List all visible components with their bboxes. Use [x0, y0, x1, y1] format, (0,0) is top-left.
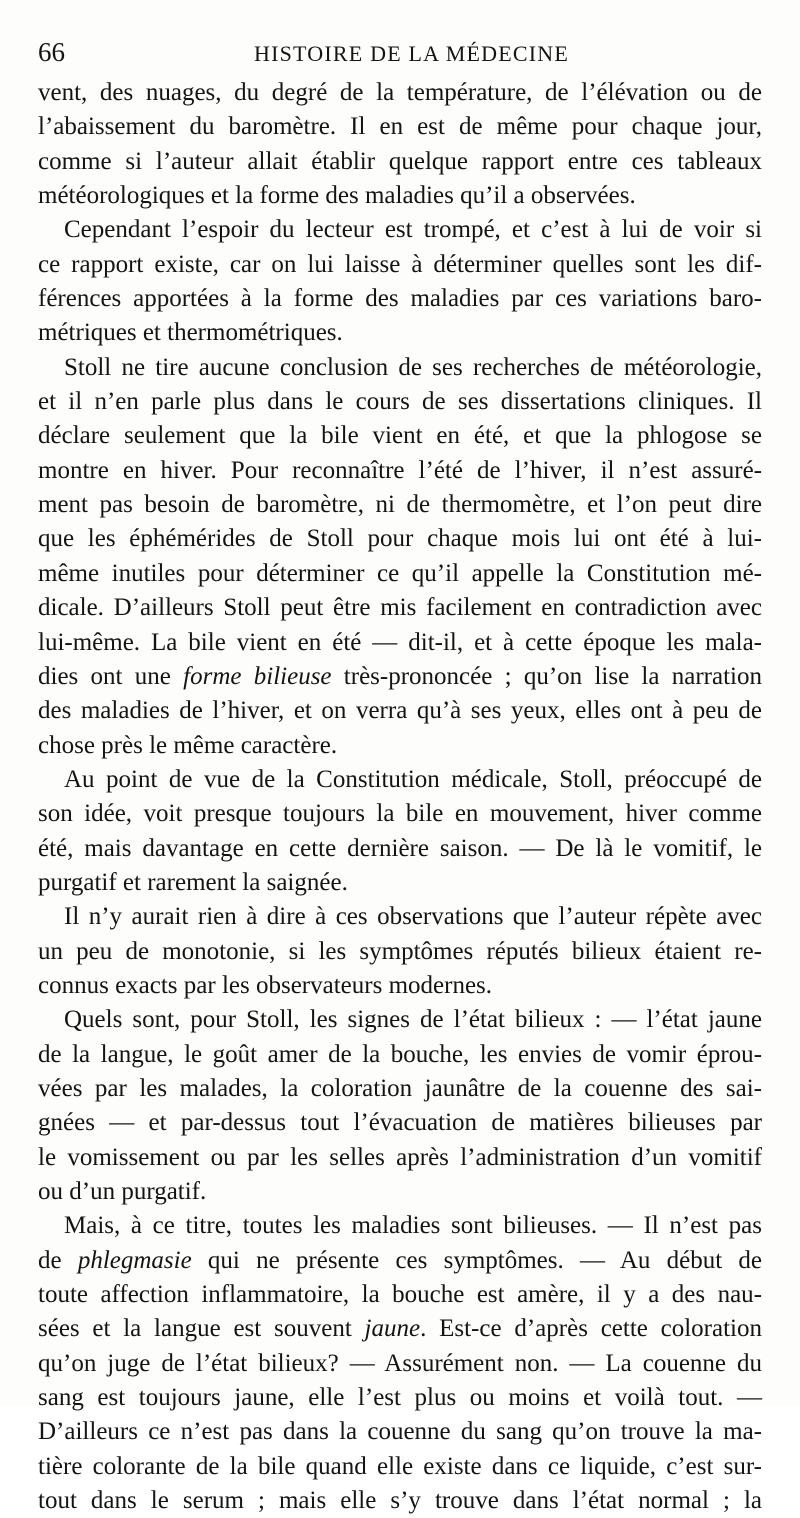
text-line: dicale. D’ailleurs Stoll peut être mis facilement en contradiction avec — [38, 594, 762, 622]
text-line: Cependant l’espoir du lecteur est trompé, et c’est à lui de voir si — [64, 216, 762, 244]
text-segment: de — [38, 1246, 78, 1274]
text-line: son idée, voit presque toujours la bile en mouvement, hiver comme — [38, 800, 762, 828]
text-line: lui-même. La bile vient en été — dit-il, et à cette époque les mala- — [38, 628, 762, 656]
text-segment: . Est-ce d’après cette coloration — [420, 1315, 762, 1343]
text-line: chose près le même caractère. — [38, 731, 338, 759]
text-segment: sées et la langue est souvent — [38, 1315, 365, 1343]
text-line: météorologiques et la forme des maladies qu’il a observées. — [38, 182, 636, 210]
text-line: vent, des nuages, du degré de la température, de l’élévation ou de — [38, 79, 762, 106]
italic-term: jaune — [364, 1315, 421, 1343]
text-line: Au point de vue de la Constitution médicale, Stoll, préoccupé de — [64, 765, 762, 793]
text-line: ment pas besoin de baromètre, ni de thermomètre, et l’on peut dire — [38, 491, 762, 519]
text-line: déclare seulement que la bile vient en été, et que la phlogose se — [38, 422, 762, 450]
text-line: l’abaissement du baromètre. Il en est de même pour chaque jour, — [38, 113, 762, 141]
italic-term: forme bilieuse — [183, 662, 332, 690]
text-line: toute affection inflammatoire, la bouche est amère, il y a des nau- — [38, 1281, 762, 1309]
text-line: Quels sont, pour Stoll, les signes de l’état bilieux : — l’état jaune — [64, 1006, 762, 1034]
text-line — [38, 1312, 762, 1346]
text-line: ce rapport existe, car on lui laisse à déterminer quelles sont les dif- — [38, 250, 762, 278]
text-line: tière colorante de la bile quand elle existe dans ce liquide, c’est sur- — [38, 1452, 762, 1480]
text-line: vées par les malades, la coloration jaunâtre de la couenne des sai- — [38, 1074, 762, 1102]
running-title: HISTOIRE DE LA MÉDECINE — [254, 41, 570, 66]
text-line: D’ailleurs ce n’est pas dans la couenne du sang qu’on trouve la ma- — [38, 1418, 762, 1446]
text-segment: qui ne présente ces symptômes. — Au début de — [191, 1246, 762, 1274]
text-line: montre en hiver. Pour reconnaître l’été de l’hiver, il n’est assuré- — [38, 456, 762, 484]
text-line: comme si l’auteur allait établir quelque rapport entre ces tableaux — [38, 147, 762, 175]
text-line: le vomissement ou par les selles après l’administration d’un vomitif — [38, 1143, 762, 1171]
text-line — [38, 660, 762, 694]
text-line: ou d’un purgatif. — [38, 1178, 207, 1205]
text-segment: dies ont une — [38, 662, 184, 690]
text-line: sang est toujours jaune, elle l’est plus ou moins et voilà tout. — — [38, 1384, 762, 1412]
text-line: Il n’y aurait rien à dire à ces observations que l’auteur répète avec — [64, 903, 762, 931]
text-line: Mais, à ce titre, toutes les maladies sont bilieuses. — Il n’est pas — [64, 1212, 762, 1240]
text-line — [38, 1244, 762, 1278]
text-line: de la langue, le goût amer de la bouche, les envies de vomir éprou- — [38, 1040, 762, 1068]
text-segment: très-prononcée ; qu’on lise la narration — [331, 662, 762, 690]
text-line: férences apportées à la forme des maladies par ces variations baro- — [38, 285, 762, 313]
text-line: gnées — et par-dessus tout l’évacuation de matières bilieuses par — [38, 1109, 762, 1137]
text-line: tout dans le serum ; mais elle s’y trouve dans l’état normal ; la — [38, 1487, 762, 1515]
text-line: métriques et thermométriques. — [38, 319, 343, 347]
text-line: et il n’en parle plus dans le cours de ses dissertations cliniques. Il — [38, 388, 762, 416]
text-line: été, mais davantage en cette dernière saison. — De là le vomitif, le — [38, 834, 762, 862]
text-line: Stoll ne tire aucune conclusion de ses recherches de météorologie, — [64, 353, 762, 381]
text-line: connus exacts par les observateurs modernes. — [38, 971, 493, 999]
text-line: purgatif et rarement la saignée. — [38, 868, 348, 896]
text-line: un peu de monotonie, si les symptômes réputés bilieux étaient re- — [38, 937, 762, 965]
text-line: que les éphémérides de Stoll pour chaque mois lui ont été à lui- — [38, 525, 762, 553]
italic-term: phlegmasie — [77, 1246, 192, 1274]
text-line: des maladies de l’hiver, et on verra qu’à ses yeux, elles ont à peu de — [38, 697, 762, 725]
text-line: même inutiles pour déterminer ce qu’il appelle la Constitution mé- — [38, 559, 762, 587]
page-number: 66 — [38, 37, 65, 67]
text-line: qu’on juge de l’état bilieux? — Assurément non. — La couenne du — [38, 1349, 762, 1377]
body-text — [38, 76, 762, 1518]
page-header — [38, 32, 756, 72]
